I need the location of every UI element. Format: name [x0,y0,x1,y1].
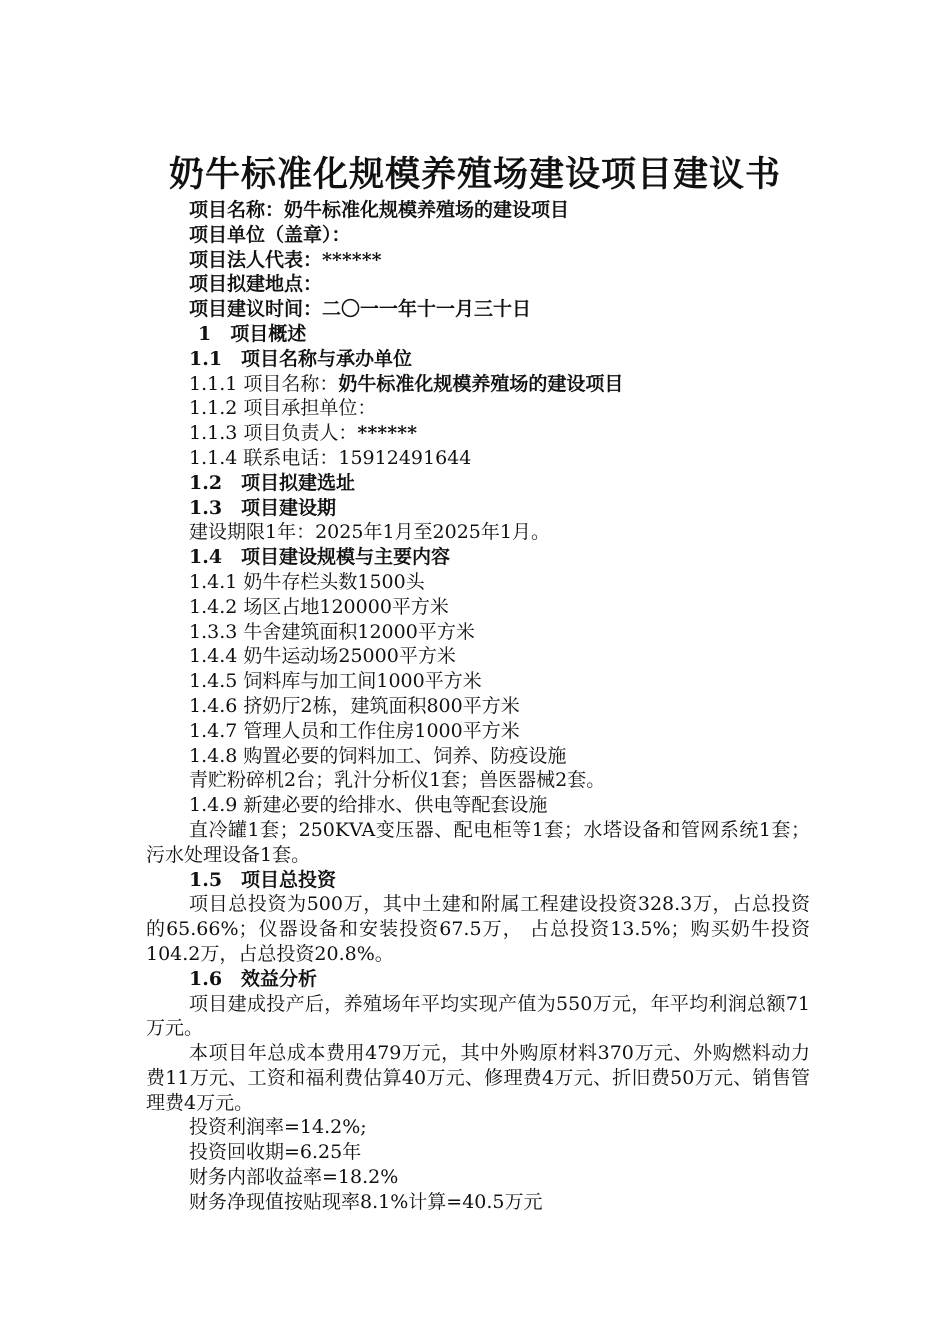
section-heading-1-3: 1.3 项目建设期 [189,496,337,519]
proposal-time-line: 项目建议时间：二〇一一年十一月三十日 [189,298,532,321]
investment-paragraph: 项目总投资为500万，其中土建和附属工程建设投资328.3万，占总投资的65.66%；仪器设备和安装投资67.5万， 占总投资13.5%；购买奶牛投资104.2万，占总投资20.8%。 [146,893,810,965]
scale-item: 1.4.7 管理人员和工作住房1000平方米 [189,719,520,742]
construction-period-text: 建设期限1年：2025年1月至2025年1月。 [189,521,550,544]
document-body [146,198,810,1215]
document-title: 奶牛标准化规模养殖场建设项目建议书 [168,154,781,195]
legal-rep-line: 项目法人代表：****** [189,248,382,271]
scale-item: 1.4.6 挤奶厅2栋，建筑面积800平方米 [189,694,520,717]
scale-item: 1.4.2 场区占地120000平方米 [189,595,449,618]
metric-line: 财务内部收益率=18.2% [189,1166,399,1189]
project-unit-line: 项目单位（盖章）： [189,223,351,246]
item-1-4-9: 1.4.9 新建必要的给排水、供电等配套设施 [189,794,548,817]
benefit-paragraph-1: 项目建成投产后，养殖场年平均实现产值为550万元，年平均利润总额71万元。 [146,992,810,1040]
scale-item: 1.4.4 奶牛运动场25000平方米 [189,645,456,668]
item-1-1-3-value: ****** [357,422,418,445]
scale-item: 1.4.1 奶牛存栏头数1500头 [189,570,425,593]
item-1-1-1-label: 1.1.1 项目名称： [189,372,339,395]
benefit-paragraph-2: 本项目年总成本费用479万元，其中外购原材料370万元、外购燃料动力费11万元、工资和福利费估算40万元、修理费4万元、折旧费50万元、销售管理费4万元。 [146,1042,810,1114]
section-heading-1: 1 项目概述 [198,322,307,345]
scale-item: 1.4.8 购置必要的饲料加工、饲养、防疫设施 [189,744,567,767]
item-1-1-3-label: 1.1.3 项目负责人： [189,422,358,445]
section-heading-1-2: 1.2 项目拟建选址 [189,471,356,494]
item-1-1-1 [146,372,810,397]
item-1-1-2: 1.1.2 项目承担单位： [189,397,377,420]
metric-line: 投资回收期=6.25年 [189,1141,362,1164]
item-1-1-4: 1.1.4 联系电话：15912491644 [189,446,472,469]
section-heading-1-6: 1.6 效益分析 [189,967,318,990]
scale-item: 1.3.3 牛舍建筑面积12000平方米 [189,620,475,643]
section-heading-1-4: 1.4 项目建设规模与主要内容 [189,546,451,569]
section-heading-1-1: 1.1 项目名称与承办单位 [189,347,413,370]
facilities-paragraph: 直冷罐1套；250KVA变压器、配电柜等1套；水塔设备和管网系统1套；污水处理设备1套。 [146,818,810,866]
item-1-1-1-value: 奶牛标准化规模养殖场的建设项目 [338,372,624,395]
section-heading-1-5: 1.5 项目总投资 [189,868,337,891]
location-line: 项目拟建地点： [189,273,323,296]
item-1-1-3 [146,421,810,446]
metric-line: 投资利润率=14.2%; [189,1116,367,1139]
equipment-text: 青贮粉碎机2台；乳汁分析仪1套；兽医器械2套。 [189,769,606,792]
scale-item: 1.4.5 饲料库与加工间1000平方米 [189,670,482,693]
project-name-line: 项目名称：奶牛标准化规模养殖场的建设项目 [189,199,570,221]
metric-line: 财务净现值按贴现率8.1%计算=40.5万元 [189,1190,543,1213]
